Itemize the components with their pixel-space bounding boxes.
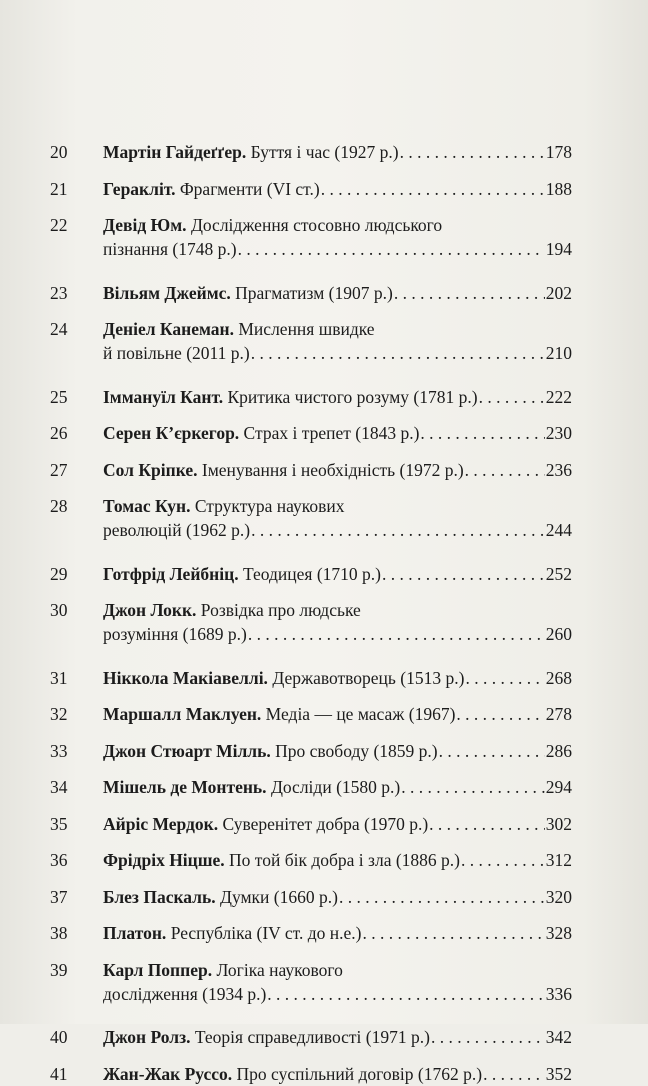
page-number: 268: [545, 667, 572, 688]
entry-line: [103, 140, 572, 164]
work-title: Прагматизм (1907 р.): [235, 282, 393, 303]
work-title: Думки (1660 р.): [220, 886, 338, 907]
entry-line: [103, 921, 572, 945]
page-number: 328: [545, 923, 572, 943]
work-title: Структура наукових: [194, 496, 345, 516]
entry-number: 23: [50, 282, 68, 303]
author-name: Ніккола Макіавеллі.: [103, 667, 268, 688]
entry-body: [103, 598, 572, 646]
work-title: Державотворець (1513 р.): [272, 667, 465, 688]
page-number: 252: [545, 563, 572, 584]
author-name: Томас Кун.: [103, 496, 191, 516]
page-number: 178: [545, 142, 572, 162]
entry-number: 27: [50, 459, 68, 480]
entry-body: [103, 921, 572, 945]
work-title: Дослідження стосовно людського: [190, 215, 443, 235]
page-number: 222: [545, 386, 572, 407]
entry-number: 30: [50, 600, 68, 620]
entry-line: [103, 775, 572, 799]
leader-dots: [251, 518, 545, 542]
entry-line: [103, 281, 572, 305]
author-name: Деніел Канеман.: [103, 319, 234, 339]
entry-body: [103, 1062, 572, 1086]
entry-number: 28: [50, 496, 68, 516]
entry-line: [103, 1062, 572, 1086]
entry-line: [103, 518, 572, 542]
entry-body: [103, 494, 572, 542]
author-name: Джон Стюарт Мілль.: [103, 740, 271, 761]
work-title: Про суспільний договір (1762 р.): [236, 1063, 483, 1084]
author-name: Готфрід Лейбніц.: [103, 563, 239, 584]
work-title: Медіа — це масаж (1967): [265, 704, 456, 724]
entry-number: 37: [50, 886, 68, 907]
work-title: Республіка (IV ст. до н.е.): [170, 923, 362, 943]
author-name: Жан-Жак Руссо.: [103, 1063, 233, 1084]
author-name: Девід Юм.: [103, 215, 187, 235]
entry-body: [103, 812, 572, 836]
work-title: Мислення швидке: [238, 319, 375, 339]
author-name: Вільям Джеймс.: [103, 282, 231, 303]
work-title: Іменування і необхідність (1972 р.): [201, 459, 464, 480]
work-title: Буття і час (1927 р.): [250, 142, 399, 162]
entry-line: [103, 562, 572, 586]
entry-line: [103, 702, 572, 726]
entry-body: [103, 213, 572, 261]
leader-dots: [238, 237, 545, 261]
entry-line: [103, 458, 572, 482]
leader-dots: [456, 702, 544, 726]
entry-number: 39: [50, 959, 68, 980]
entry-number: 24: [50, 319, 68, 339]
author-name: Джон Локк.: [103, 600, 197, 620]
entry-line: [103, 177, 572, 201]
entry-line: [103, 341, 572, 365]
entry-line: [103, 317, 572, 341]
leader-dots: [362, 921, 544, 945]
author-name: Геракліт.: [103, 178, 176, 199]
leader-dots: [401, 775, 545, 799]
entry-line: [103, 213, 572, 237]
leader-dots: [431, 1025, 545, 1049]
author-name: Мартін Гайдеґґер.: [103, 142, 247, 162]
entry-body: [103, 848, 572, 872]
page-number: 236: [545, 459, 572, 480]
page-number: 230: [545, 423, 572, 443]
leader-dots: [461, 848, 545, 872]
entry-number: 33: [50, 740, 68, 761]
entry-number: 29: [50, 563, 68, 584]
entry-line: [103, 598, 572, 622]
entry-line: [103, 385, 572, 409]
work-title: Логіка наукового: [216, 959, 343, 980]
entry-number: 38: [50, 923, 68, 943]
entry-body: [103, 458, 572, 482]
page-number: 286: [545, 740, 572, 761]
leader-dots: [465, 458, 545, 482]
entry-body: [103, 739, 572, 763]
entry-number: 20: [50, 142, 68, 162]
page-number: 194: [545, 239, 572, 259]
work-title: Про свободу (1859 р.): [275, 740, 438, 761]
entry-line: [103, 739, 572, 763]
work-title: пізнання (1748 р.): [103, 239, 237, 259]
page-number: 294: [545, 777, 572, 797]
author-name: Мішель де Монтень.: [103, 777, 267, 797]
entry-number: 34: [50, 777, 68, 797]
entry-number: 35: [50, 813, 68, 834]
entry-number: 21: [50, 178, 68, 199]
page-number: 278: [545, 704, 572, 724]
work-title: По той бік добра і зла (1886 р.): [229, 850, 460, 870]
work-title: Критика чистого розуму (1781 р.): [227, 386, 478, 407]
entry-body: [103, 140, 572, 164]
entry-line: [103, 237, 572, 261]
work-title: Теорія справедливості (1971 р.): [194, 1027, 430, 1047]
entry-line: [103, 982, 572, 1006]
leader-dots: [479, 385, 545, 409]
entry-number: 36: [50, 850, 68, 870]
entry-body: [103, 385, 572, 409]
work-title: й повільне (2011 р.): [103, 343, 250, 363]
entry-body: [103, 958, 572, 1006]
page-number: 210: [545, 343, 572, 363]
work-title: Розвідка про людське: [200, 600, 361, 620]
entry-line: [103, 812, 572, 836]
work-title: Теодицея (1710 р.): [242, 563, 381, 584]
leader-dots: [382, 562, 545, 586]
author-name: Серен К’єркегор.: [103, 423, 240, 443]
work-title: Фрагменти (VI ст.): [179, 178, 320, 199]
work-title: Суверенітет добра (1970 р.): [222, 813, 429, 834]
leader-dots: [420, 421, 544, 445]
page-number: 312: [545, 850, 572, 870]
leader-dots: [439, 739, 545, 763]
work-title: дослідження (1934 р.): [103, 983, 267, 1004]
page-number: 202: [545, 282, 572, 303]
work-title: розуміння (1689 р.): [103, 624, 247, 644]
entry-line: [103, 848, 572, 872]
leader-dots: [248, 622, 545, 646]
leader-dots: [483, 1062, 545, 1086]
author-name: Джон Ролз.: [103, 1027, 191, 1047]
entry-line: [103, 421, 572, 445]
entry-line: [103, 1025, 572, 1049]
entry-body: [103, 421, 572, 445]
leader-dots: [267, 982, 544, 1006]
author-name: Іммануїл Кант.: [103, 386, 224, 407]
page-number: 342: [545, 1027, 572, 1047]
leader-dots: [429, 812, 545, 836]
entry-body: [103, 562, 572, 586]
work-title: Страх і трепет (1843 р.): [243, 423, 420, 443]
leader-dots: [400, 140, 545, 164]
entry-body: [103, 177, 572, 201]
entry-body: [103, 1025, 572, 1049]
work-title: Досліди (1580 р.): [270, 777, 401, 797]
entry-line: [103, 666, 572, 690]
entry-line: [103, 494, 572, 518]
page-number: 320: [545, 886, 572, 907]
entry-number: 41: [50, 1063, 68, 1084]
page-number: 352: [545, 1063, 572, 1084]
page-number: 188: [545, 178, 572, 199]
entry-line: [103, 885, 572, 909]
leader-dots: [394, 281, 545, 305]
entry-line: [103, 958, 572, 982]
entry-body: [103, 702, 572, 726]
author-name: Блез Паскаль.: [103, 886, 216, 907]
author-name: Айріс Мердок.: [103, 813, 219, 834]
entry-line: [103, 622, 572, 646]
author-name: Карл Поппер.: [103, 959, 213, 980]
leader-dots: [465, 666, 544, 690]
work-title: революцій (1962 р.): [103, 520, 251, 540]
page-number: 336: [545, 983, 572, 1004]
leader-dots: [321, 177, 545, 201]
entry-number: 26: [50, 423, 68, 443]
entry-number: 31: [50, 667, 68, 688]
author-name: Маршалл Маклуен.: [103, 704, 262, 724]
entry-number: 32: [50, 704, 68, 724]
page-number: 244: [545, 520, 572, 540]
entry-number: 25: [50, 386, 68, 407]
entry-body: [103, 775, 572, 799]
leader-dots: [251, 341, 545, 365]
entry-body: [103, 666, 572, 690]
page-number: 302: [545, 813, 572, 834]
page-number: 260: [545, 624, 572, 644]
author-name: Фрідріх Ніцше.: [103, 850, 225, 870]
entry-body: [103, 885, 572, 909]
leader-dots: [339, 885, 545, 909]
author-name: Сол Кріпке.: [103, 459, 198, 480]
entry-number: 40: [50, 1027, 68, 1047]
entry-body: [103, 281, 572, 305]
author-name: Платон.: [103, 923, 167, 943]
entry-number: 22: [50, 215, 68, 235]
entry-body: [103, 317, 572, 365]
